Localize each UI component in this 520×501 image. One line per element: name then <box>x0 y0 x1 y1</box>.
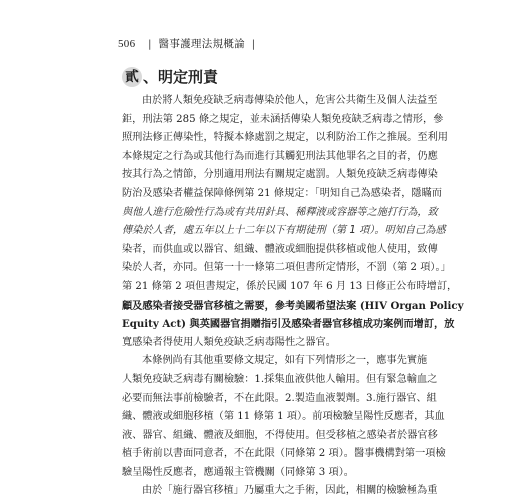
body-text <box>122 92 464 501</box>
book-title: 醫事護理法規概論 <box>158 38 245 50</box>
text-line: 寬感染者得使用人類免疫缺乏病毒陽性之器官。 <box>122 336 336 348</box>
text-line: 染於人者，亦同。但第一十一條第二項但書所定情形，不罰（第 2 項）。」 <box>122 262 451 274</box>
text-line: 第 21 條第 2 項但書規定，係於民國 107 年 6 月 13 日修正公布時增訂， <box>122 280 458 292</box>
text-line-quote: 傳染於人者，處五年以上十二年以下有期徒刑（第 1 項）。明知自己為感 <box>122 225 446 237</box>
text-line-bold: 顧及感染者接受器官移植之需要，參考美國希望法案 (HIV Organ Policy <box>122 299 464 312</box>
page-header <box>118 36 258 51</box>
text-line: 染者，而供血或以器官、組織、體液或細胞提供移植或他人使用，致傳 <box>122 243 438 255</box>
section-title-text: 、明定刑責 <box>143 68 219 86</box>
text-line: 人類免疫缺乏病毒有關檢驗：1.採集血液供他人輸用。但有緊急輸血之 <box>122 373 438 385</box>
text-line: 本條例尚有其他重要條文規定，如有下列情形之一，應事先實施 <box>142 355 428 367</box>
text-line: 液、器官、組織、體液及細胞，不得使用。但受移植之感染者於器官移 <box>122 429 438 441</box>
text-line-bold: Equity Act) 與英國器官捐贈指引及感染者器官移植成功案例而增訂，放 <box>122 318 455 331</box>
text-line: 鉅，刑法第 285 條之規定，並未涵括傳染人類免疫缺乏病毒之情形，參 <box>122 113 444 125</box>
header-separator: | <box>148 38 152 50</box>
text-line: 必要而無法事前檢驗者，不在此限。2.製造血液製劑。3.施行器官、組 <box>122 392 437 404</box>
section-number: 貳 <box>122 67 142 87</box>
header-separator-end: | <box>251 38 256 50</box>
page-number: 506 <box>118 38 136 50</box>
text-line: 驗呈陽性反應者，應通報主管機關（同條第 3 項）。 <box>122 466 354 478</box>
text-line: 本條規定之行為或其他行為而進行其觸犯刑法其他罪名之目的者，仍應 <box>122 150 438 162</box>
text-line: 植手術前以書面同意者，不在此限（同條第 2 項）。醫事機構對第一項檢 <box>122 448 446 460</box>
text-line-quote: 與他人進行危險性行為或有共用針具、稀釋液或容器等之施打行為，致 <box>122 206 438 218</box>
section-heading <box>122 66 218 87</box>
text-line: 按其行為之情節，分別適用刑法有關規定處罰。人類免疫缺乏病毒傳染 <box>122 169 438 181</box>
text-line: 照刑法修正傳染性，特擬本條處罰之規定，以利防治工作之推展。至利用 <box>122 132 448 144</box>
text-line: 由於將人類免疫缺乏病毒傳染於他人，危害公共衛生及個人法益至 <box>142 95 438 106</box>
text-line: 防治及感染者權益保障條例第 21 條規定：「明知自己為感染者，隱瞞而 <box>122 187 442 199</box>
text-line: 由於「施行器官移植」乃屬重大之手術，因此，相關的檢驗極為重 <box>142 485 438 497</box>
text-line: 織、體液或細胞移植（第 11 條第 1 項）。前項檢驗呈陽性反應者，其血 <box>122 411 445 423</box>
